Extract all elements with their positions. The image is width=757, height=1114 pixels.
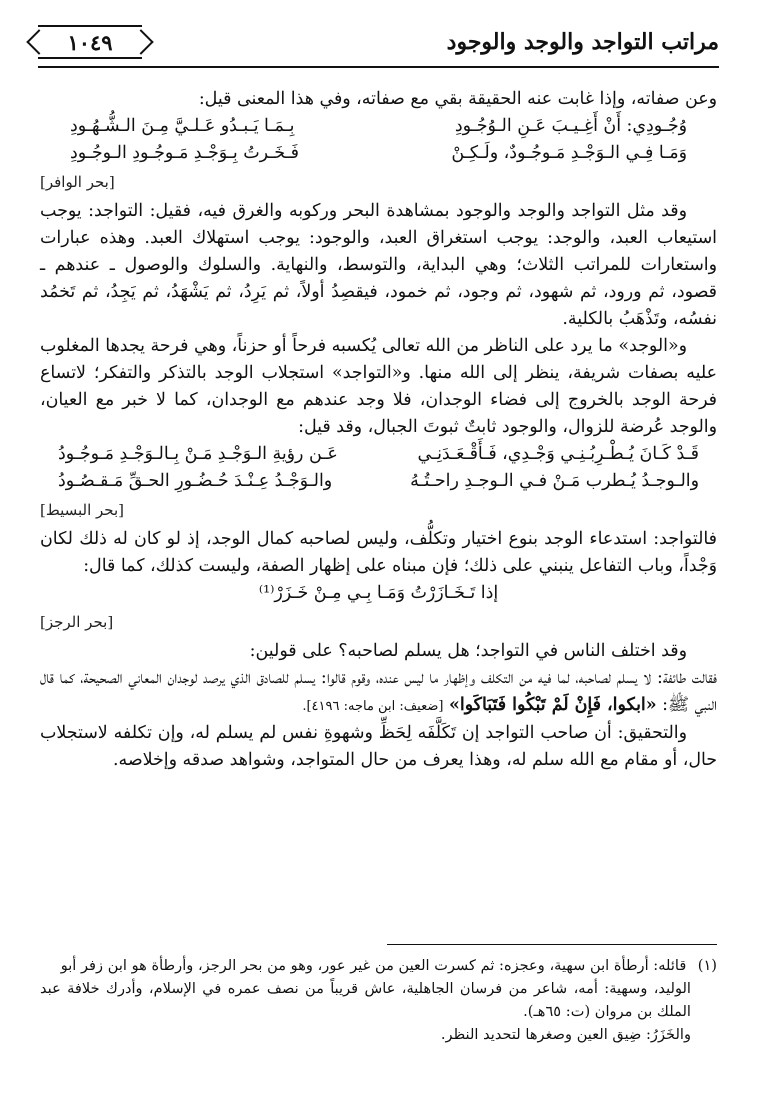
verse1-line1-right: وُجُـودِي: أَنْ أَغِـيـبَ عَـنِ الـوُجُـودِ bbox=[454, 116, 687, 136]
page-header bbox=[38, 22, 719, 62]
verse1-line1 bbox=[70, 113, 687, 140]
hadith-quote: «ابكوا، فَإِنْ لَمْ تَبْكُوا فَتَبَاكَوا» bbox=[449, 695, 657, 715]
footnote-1-number: (١) bbox=[697, 957, 717, 974]
footnote-rule bbox=[387, 944, 717, 945]
paragraph-4: فالتواجد: استدعاء الوجد بنوع اختيار وتكلُّف، وليس لصاحبه كمال الوجد، إذ لو كان له ذلك لكان وَجْداً، وباب التفاعل ينبني على ذلك؛ فإن مبناه على إظهار الصفة، وليست كذلك، كما قال: bbox=[40, 529, 717, 576]
verse2-line2-right: والـوجـدُ يُـطرب مَـنْ فـي الـوجـدِ راحـتُـهُ bbox=[410, 471, 699, 491]
verse2-line2-left: والـوَجْـدُ عِـنْـدَ حُـضُـورِ الحـقِّ مَـقـصُـودُ bbox=[58, 471, 333, 491]
verse2-line2 bbox=[58, 468, 699, 495]
hadith-reference: [ضعيف: ابن ماجه: ٤١٩٦]. bbox=[302, 699, 444, 714]
verse2-meter: [بحر البسيط] bbox=[40, 501, 125, 519]
paragraph-5: وقد اختلف الناس في التواجد؛ هل يسلم لصاحبه؟ على قولين: bbox=[249, 641, 687, 661]
footnote-1 bbox=[40, 954, 717, 977]
paragraph-3: و«الوجد» ما يرد على الناظر من الله تعالى يُكسبه فرحاً أو حزناً، وهي فرحة يجدها المغلوب عليه بصفات شريفة، ينظر إلى الله منها. و«التواجد» استجلاب الوجد بالتذكر والتفكر؛ لاتساع فرحة الوجد بالخروج إلى فضاء الوجدان، فلا وجد عندهم مع الوجدان، كما لا خبر مع العيان، والوجد عُرضة للزوال، والوجود ثابتٌ ثبوتَ الجبال، وقد قيل: bbox=[40, 336, 717, 437]
verse1-line2-left: فَـخَـرتُ بِـوَجْـدِ مَـوجُـودِ الـوجُـودِ bbox=[70, 143, 299, 163]
verse2-line1 bbox=[58, 441, 699, 468]
verse2-line1-left: عَـن رؤيةِ الـوَجْـدِ مَـنْ بِـالـوَجْـدِ مَـوجُـودُ bbox=[58, 444, 338, 464]
verse1-line2 bbox=[70, 140, 687, 167]
verse3-line: إذا تَـخَـازَرْتُ وَمَـا بِـي مِـنْ خَـزَرْ⁽¹⁾ bbox=[258, 583, 499, 603]
paragraph-6-text: فقالت طائفة: لا يسلم لصاحبه، لما فيه من التكلف وإظهار ما ليس عنده، وقوم قالوا: يسلم للصادق الذي يرصد لوجدان المعاني الصحيحة، كما قال النبي ﷺ: bbox=[40, 668, 717, 715]
paragraph-1: وعن صفاته، وإذا غابت عنه الحقيقة بقي مع صفاته، وفي هذا المعنى قيل: bbox=[198, 89, 717, 109]
verse1-line1-left: بِـمَـا يَـبـدُو عَـلـيَّ مِـنَ الـشُّـهُـودِ bbox=[70, 116, 295, 136]
footnote-1-line3: والخَزَرُ: ضِيق العين وصغرها لتحديد النظر. bbox=[440, 1026, 691, 1043]
footnote-1-line1: قائله: أرطأة ابن سهية، وعجزه: ثم كسرت العين من غير عور، وهو من بحر الرجز، وأرطأة هو ابن زفر أبو bbox=[60, 957, 687, 974]
verse3-meter: [بحر الرجز] bbox=[40, 613, 114, 631]
main-text bbox=[40, 86, 717, 774]
verse1-meter: [بحر الوافر] bbox=[40, 173, 115, 191]
header-rule bbox=[38, 66, 719, 68]
paragraph-2: وقد مثل التواجد والوجد والوجود بمشاهدة البحر وركوبه والغرق فيه، فقيل: التواجد: يوجب استيعاب العبد، والوجد: يوجب استغراق العبد، والوجود: يوجب استهلاك العبد. وهذه عبارات واستعارات للمراتب الثلاث؛ وهي البداية، والتوسط، والنهاية. والسلوك والوصول ـ عندهم ـ قصود، ثم ورود، ثم شهود، ثم وجود، ثم خمود، فيقصِدُ أولاً، ثم يَرِدُ، ثم يَشْهَدُ، ثم يَجِدُ، ثم تَخمُد نفسُه، وتَذْهَبُ بالكلية. bbox=[40, 201, 717, 329]
footnote-1-line2: الوليد، وسهية: أمه، شاعر من فرسان الجاهلية، عاش قريباً من نصف عمره في الإسلام، وأدرك خلافة عبد الملك بن مروان (ت: ٦٥هـ). bbox=[40, 980, 691, 1020]
paragraph-7: والتحقيق: أن صاحب التواجد إن تَكَلَّفَه لِحَظِّ وشهوةِ نفس لم يسلم له، وإن تكلفه لاستجلاب حال، أو مقام مع الله سلم له، وهذا يعرف من حال المتواجد، وشواهد صدقه وإخلاصه. bbox=[40, 723, 717, 770]
page-number-text: ١٠٤٩ bbox=[67, 29, 113, 55]
running-title: مراتب التواجد والوجد والوجود bbox=[446, 29, 719, 55]
paragraph-6 bbox=[40, 665, 717, 720]
footnotes bbox=[40, 954, 717, 1046]
page-number bbox=[38, 25, 142, 59]
verse2-line1-right: قَـدْ كَـانَ يُـطْـرِبُـنِـي وَجْـدِي، فَـأَقْـعَـدَنِـي bbox=[417, 444, 699, 464]
verse1-line2-right: وَمَـا فِـي الـوَجْـدِ مَـوجُـودٌ، ولَـكِـنْ bbox=[451, 143, 687, 163]
